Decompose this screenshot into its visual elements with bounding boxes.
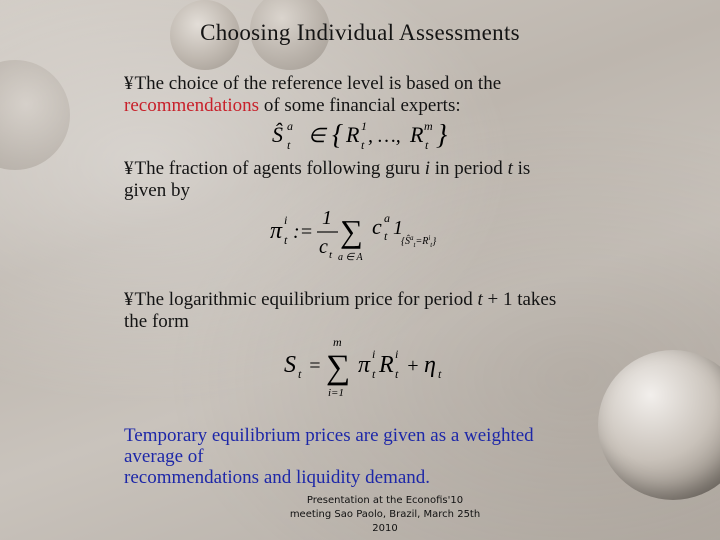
- highlight-word: recommendations: [124, 95, 260, 116]
- formula-symbol: t: [287, 138, 291, 152]
- formula-symbol: R: [346, 122, 360, 147]
- formula-symbol: t: [384, 229, 388, 243]
- bullet-mark: ¥: [124, 73, 134, 94]
- decorative-orb: [598, 350, 720, 500]
- bullet-mark: ¥: [124, 158, 134, 179]
- formula-symbol: c: [319, 236, 328, 258]
- formula-assessment-set: [270, 112, 450, 156]
- footer-caption: [270, 494, 500, 536]
- bullet-text: is: [512, 158, 531, 179]
- bullet-fraction-of-agents: [124, 158, 594, 202]
- formula-symbol: R: [410, 122, 424, 147]
- math-var: i: [424, 158, 430, 179]
- formula-symbol: t: [425, 138, 429, 152]
- formula-symbol: a ∈ A: [338, 252, 363, 263]
- formula-symbol: t: [298, 367, 302, 381]
- formula-symbol: $\{Ŝ^a_t=R^i_t\}$: [401, 234, 437, 249]
- formula-symbol: t: [361, 138, 365, 152]
- footer-line: Presentation at the Econofis'10: [306, 495, 464, 506]
- bullet-text: in period: [429, 158, 508, 179]
- formula-symbol: =: [308, 355, 322, 377]
- formula-symbol: m: [333, 335, 342, 349]
- formula-symbol: 1: [322, 207, 332, 229]
- formula-symbol: t: [438, 367, 442, 381]
- formula-symbol: 1: [393, 217, 403, 239]
- bullet-text: given by: [124, 180, 190, 201]
- bullet-text: + 1 takes: [482, 289, 557, 310]
- formula-symbol: i: [284, 213, 288, 227]
- formula-symbol: ∑: [340, 213, 363, 249]
- formula-symbol: ∈: [308, 125, 326, 147]
- bullet-mark: ¥: [124, 289, 134, 310]
- formula-symbol: i=1: [328, 387, 344, 399]
- bullet-text: of some financial experts:: [259, 95, 461, 116]
- formula-symbol: c: [372, 214, 382, 239]
- math-var: t: [477, 289, 483, 310]
- formula-symbol: t: [395, 367, 399, 381]
- summary-line: Temporary equilibrium prices are given as a weighted: [124, 425, 534, 446]
- bullet-equilibrium-price: [124, 289, 594, 333]
- formula-symbol: i: [372, 347, 376, 361]
- bullet-text: The logarithmic equilibrium price for period: [134, 289, 478, 310]
- slide-title: Choosing Individual Assessments: [200, 20, 520, 45]
- bullet-reference-level: [124, 73, 594, 117]
- formula-symbol: π: [270, 218, 283, 244]
- formula-symbol: Ŝ: [272, 122, 283, 147]
- formula-symbol: t: [329, 249, 333, 261]
- formula-symbol: 1: [361, 119, 367, 133]
- formula-price: [282, 334, 462, 400]
- formula-symbol: a: [287, 119, 293, 133]
- formula-symbol: π: [358, 352, 371, 378]
- decorative-orb: [0, 60, 70, 170]
- formula-symbol: }: [436, 120, 448, 151]
- formula-symbol: t: [372, 367, 376, 381]
- bullet-text: the form: [124, 311, 189, 332]
- formula-symbol: S: [284, 352, 296, 378]
- math-var: t: [507, 158, 513, 179]
- formula-symbol: η: [424, 352, 436, 378]
- formula-symbol: ∑: [326, 349, 351, 386]
- formula-fraction: [268, 200, 478, 268]
- formula-symbol: :=: [293, 221, 314, 243]
- footer-line: 2010: [372, 523, 398, 534]
- bullet-text: The fraction of agents following guru: [134, 158, 425, 179]
- formula-symbol: {: [332, 120, 344, 151]
- formula-symbol: m: [424, 119, 433, 133]
- summary-line: average of: [124, 446, 204, 467]
- formula-symbol: a: [384, 211, 390, 225]
- footer-line: meeting Sao Paolo, Brazil, March 25th: [289, 509, 481, 520]
- formula-symbol: , …,: [368, 125, 401, 147]
- formula-symbol: i: [395, 347, 399, 361]
- bullet-text: The choice of the reference level is based on the: [134, 73, 502, 94]
- formula-symbol: R: [379, 352, 394, 378]
- summary-line: recommendations and liquidity demand.: [124, 467, 431, 488]
- summary-statement: [124, 425, 584, 488]
- formula-symbol: +: [406, 355, 420, 377]
- formula-symbol: t: [284, 233, 288, 247]
